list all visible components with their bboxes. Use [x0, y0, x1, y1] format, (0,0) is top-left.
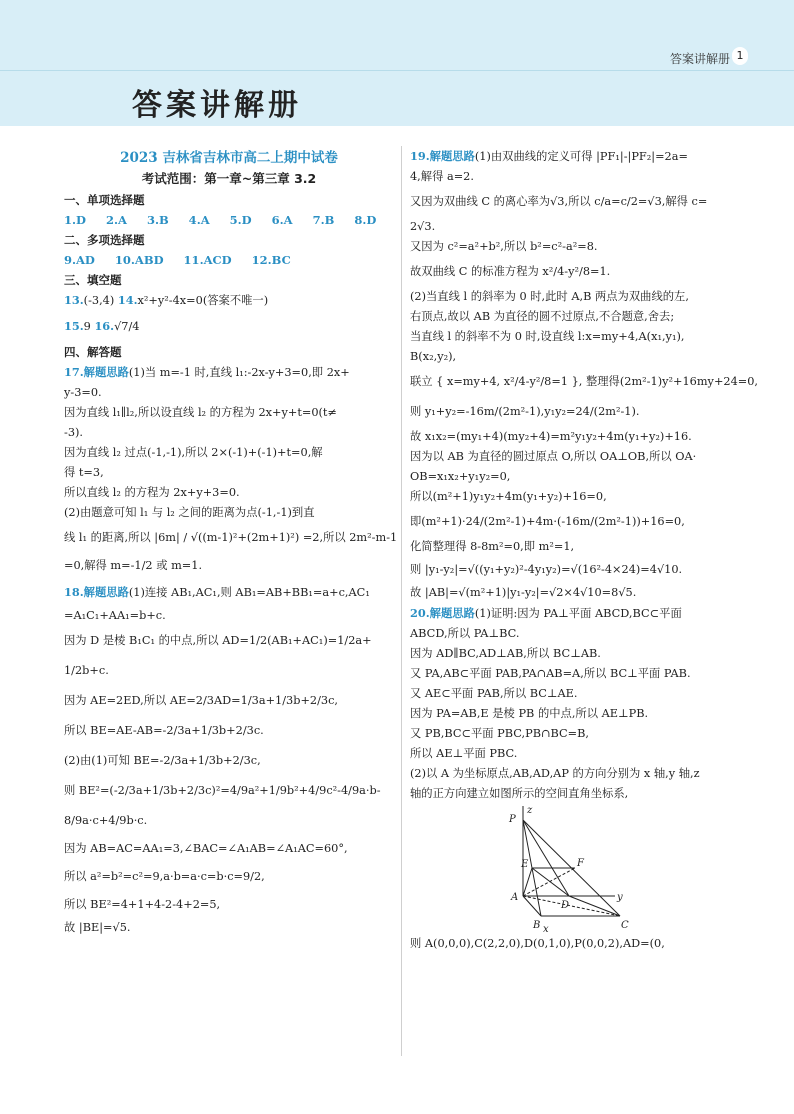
section-solutions: 四、解答题	[64, 345, 122, 359]
solution-text: (1)连接 AB₁,AC₁,则 AB₁=AB+BB₁=a+c,AC₁	[128, 586, 370, 599]
solution-line	[410, 487, 732, 507]
label-d: D	[561, 900, 570, 911]
solution-line	[410, 257, 732, 287]
solution-text: 所以 BE²=4+1+4-2-4+2=5,	[64, 898, 221, 911]
solution-line	[410, 664, 732, 684]
solution-text: 则 BE²=(-2/3a+1/3b+2/3c)²=4/9a²+1/9b²+4/9c²-4/9a·b-	[64, 784, 381, 797]
solution-text: 当直线 l 的斜率不为 0 时,设直线 l:x=my+4,A(x₁,y₁),	[410, 330, 685, 343]
section-fill-blank: 三、填空题	[64, 273, 122, 287]
right-final-line: 则 A(0,0,0),C(2,2,0),D(0,1,0),P(0,0,2),AD=(0,	[410, 937, 665, 950]
solution-line	[64, 626, 394, 656]
label-y: y	[617, 892, 623, 903]
solution-text: 得 t=3,	[64, 466, 104, 479]
solution-text: 联立 { x=my+4, x²/4-y²/8=1 }, 整理得(2m²-1)y²+16my+24=0,	[410, 375, 759, 388]
solution-text: 故双曲线 C 的标准方程为 x²/4-y²/8=1.	[410, 265, 611, 278]
section-label: 答案讲解册	[669, 52, 730, 66]
solution-line	[64, 776, 394, 806]
solution-line	[410, 347, 732, 367]
q13-number: 13.	[64, 293, 84, 307]
label-b: B	[533, 920, 541, 931]
solution-line	[64, 716, 394, 746]
solution-text: 又 AE⊂平面 PAB,所以 BC⊥AE.	[410, 687, 578, 700]
solution-text: (2)由题意可知 l₁ 与 l₂ 之间的距离为点(-1,-1)到直	[64, 506, 315, 519]
exam-scope: 考试范围：第一章~第三章 3.2	[141, 171, 317, 186]
solution-text: 又 PA,AB⊂平面 PAB,PA∩AB=A,所以 BC⊥平面 PAB.	[410, 667, 691, 680]
solution-text: 故 |BE|=√5.	[64, 921, 131, 934]
solution-line	[64, 423, 394, 443]
solution-line	[410, 557, 732, 583]
solution-tag: 18.解题思路	[64, 585, 129, 599]
solution-line	[64, 523, 398, 553]
solution-line	[64, 862, 394, 892]
solution-tag: 17.解题思路	[64, 365, 129, 379]
solution-line	[410, 287, 732, 307]
left-column	[64, 146, 398, 938]
solution-line	[410, 684, 732, 704]
solution-line	[410, 217, 732, 237]
solution-tag: 20.解题思路	[410, 606, 475, 620]
solution-line	[64, 362, 394, 383]
solution-text: 所以 AE⊥平面 PBC.	[410, 747, 518, 760]
fill-blank-line-1	[64, 290, 394, 311]
solution-text: ABCD,所以 PA⊥BC.	[410, 627, 520, 640]
solution-line	[64, 806, 394, 836]
q15-number: 15.	[64, 319, 84, 333]
exam-title: 2023 吉林省吉林市高二上期中试卷	[120, 150, 338, 166]
solution-line	[410, 724, 732, 744]
solution-line	[410, 603, 732, 624]
solution-text: 4,解得 a=2.	[410, 170, 474, 183]
solution-line	[410, 237, 732, 257]
solution-text: 8/9a·c+4/9b·c.	[64, 814, 148, 827]
solution-line	[64, 403, 394, 423]
solution-text: 又因为双曲线 C 的离心率为√3,所以 c/a=c/2=√3,解得 c=	[410, 195, 708, 208]
label-z: z	[527, 805, 533, 816]
solution-line	[64, 686, 394, 716]
solution-line	[410, 367, 759, 397]
solution-text: 因为 AE=2ED,所以 AE=2/3AD=1/3a+1/3b+2/3c,	[64, 694, 339, 707]
right-column	[410, 146, 759, 954]
solution-text: OB=x₁x₂+y₁y₂=0,	[410, 470, 511, 483]
solution-text: 因为 D 是棱 B₁C₁ 的中点,所以 AD=1/2(AB₁+AC₁)=1/2a+	[64, 634, 372, 647]
solution-line	[64, 383, 394, 403]
solution-text: 又 PB,BC⊂平面 PBC,PB∩BC=B,	[410, 727, 590, 740]
solution-text: 故 |AB|=√(m²+1)|y₁-y₂|=√2×4√10=8√5.	[410, 586, 637, 599]
solution-text: 因为 PA=AB,E 是棱 PB 的中点,所以 AE⊥PB.	[410, 707, 649, 720]
solution-text: 所以直线 l₂ 的方程为 2x+y+3=0.	[64, 486, 240, 499]
solution-line	[410, 397, 732, 427]
q14-answer: x²+y²-4x=0(答案不唯一)	[137, 294, 269, 307]
label-c: C	[621, 920, 629, 931]
solution-text: (1)当 m=-1 时,直线 l₁:-2x-y+3=0,即 2x+	[128, 366, 350, 379]
q16-answer: √7/4	[114, 320, 140, 333]
solution-text: 所以 a²=b²=c²=9,a·b=a·c=b·c=9/2,	[64, 870, 265, 883]
q16-number: 16.	[94, 319, 115, 333]
solution-text: 因为直线 l₂ 过点(-1,-1),所以 2×(-1)+(-1)+t=0,解	[64, 446, 323, 459]
solution-text: 因为以 AB 为直径的圆过原点 O,所以 OA⊥OB,所以 OA·	[410, 450, 697, 463]
solution-text: 因为直线 l₁∥l₂,所以设直线 l₂ 的方程为 2x+y+t=0(t≠	[64, 406, 337, 419]
solution-text: =A₁C₁+AA₁=b+c.	[64, 609, 166, 622]
geometry-figure	[410, 804, 732, 934]
solution-text: (1)由双曲线的定义可得 |PF₁|-|PF₂|=2a=	[474, 150, 688, 163]
solution-text: 1/2b+c.	[64, 664, 109, 677]
solution-text: 右顶点,故以 AB 为直径的圆不过原点,不合题意,舍去;	[410, 310, 675, 323]
solution-line	[410, 507, 732, 537]
solution-tag: 19.解题思路	[410, 149, 475, 163]
solution-text: =0,解得 m=-1/2 或 m=1.	[64, 559, 203, 572]
page-title: 答案讲解册	[132, 88, 302, 123]
solution-text: (2)由(1)可知 BE=-2/3a+1/3b+2/3c,	[64, 754, 261, 767]
q13-answer: (-3,4)	[83, 294, 115, 307]
fill-blank-line-2	[64, 311, 394, 342]
label-a: A	[511, 892, 519, 903]
solution-line	[410, 447, 732, 467]
solution-text: 化简整理得 8-8m²=0,即 m²=1,	[410, 540, 575, 553]
solution-text: -3).	[64, 426, 84, 439]
solution-line	[410, 467, 732, 487]
solution-line	[410, 427, 732, 447]
solution-text: (2)以 A 为坐标原点,AB,AD,AP 的方向分别为 x 轴,y 轴,z	[410, 767, 700, 780]
solution-line	[64, 503, 394, 523]
solution-text: (1)证明:因为 PA⊥平面 ABCD,BC⊂平面	[474, 607, 682, 620]
section-multi-choice: 二、多项选择题	[64, 233, 145, 247]
solution-text: 即(m²+1)·24/(2m²-1)+4m·(-16m/(2m²-1))+16=0,	[410, 515, 685, 528]
solution-text: B(x₂,y₂),	[410, 350, 457, 363]
solution-line	[64, 443, 394, 463]
solution-line	[64, 463, 394, 483]
solution-line	[64, 553, 394, 579]
solution-line	[410, 167, 732, 187]
solution-text: (2)当直线 l 的斜率为 0 时,此时 A,B 两点为双曲线的左,	[410, 290, 689, 303]
solution-text: 所以(m²+1)y₁y₂+4m(y₁+y₂)+16=0,	[410, 490, 607, 503]
solution-text: y-3=0.	[64, 386, 102, 399]
solution-line	[64, 656, 394, 686]
solution-line	[410, 744, 732, 764]
label-e: E	[521, 859, 529, 870]
solution-line	[64, 483, 394, 503]
q14-number: 14.	[117, 293, 138, 307]
solution-text: 故 x₁x₂=(my₁+4)(my₂+4)=m²y₁y₂+4m(y₁+y₂)+16.	[410, 430, 692, 443]
solution-line	[64, 918, 394, 938]
pyramid-diagram	[505, 804, 655, 934]
solution-text: 所以 BE=AE-AB=-2/3a+1/3b+2/3c.	[64, 724, 264, 737]
header-rule	[0, 70, 794, 71]
left-solution-lines	[64, 362, 398, 938]
label-f: F	[577, 858, 584, 869]
solution-text: 因为 AB=AC=AA₁=3,∠BAC=∠A₁AB=∠A₁AC=60°,	[64, 842, 348, 855]
solution-line	[410, 537, 732, 557]
solution-line	[64, 606, 394, 626]
label-x: x	[543, 924, 549, 934]
label-p: P	[509, 814, 516, 825]
solution-line	[410, 327, 732, 347]
section-single-choice: 一、单项选择题	[64, 193, 145, 207]
solution-text: 则 y₁+y₂=-16m/(2m²-1),y₁y₂=24/(2m²-1).	[410, 405, 640, 418]
column-divider	[401, 146, 402, 1056]
solution-text: 2√3.	[410, 220, 436, 233]
single-choice-answers: 1.D 2.A 3.B 4.A 5.D 6.A 7.B 8.D	[64, 213, 377, 227]
q15-answer: 9	[83, 320, 91, 333]
solution-line	[64, 892, 394, 918]
solution-line	[410, 146, 732, 167]
solution-line	[410, 583, 732, 603]
right-solution-lines	[410, 146, 759, 804]
page-number-badge: 1	[732, 47, 748, 65]
solution-line	[64, 836, 394, 862]
solution-text: 轴的正方向建立如图所示的空间直角坐标系,	[410, 787, 629, 800]
solution-line	[410, 704, 732, 724]
solution-line	[410, 644, 732, 664]
solution-text: 则 |y₁-y₂|=√((y₁+y₂)²-4y₁y₂)=√(16²-4×24)=4√10.	[410, 563, 683, 576]
solution-line	[64, 746, 394, 776]
solution-line	[410, 764, 732, 784]
solution-line	[410, 784, 732, 804]
solution-text: 又因为 c²=a²+b²,所以 b²=c²-a²=8.	[410, 240, 598, 253]
solution-line	[410, 624, 732, 644]
multi-choice-answers: 9.AD 10.ABD 11.ACD 12.BC	[64, 253, 291, 267]
solution-text: 线 l₁ 的距离,所以 |6m| / √((m-1)²+(2m+1)²) =2,所以 2m²-m-1	[64, 531, 398, 544]
solution-line	[64, 579, 394, 606]
solution-line	[410, 307, 732, 327]
solution-line	[410, 187, 732, 217]
solution-text: 因为 AD∥BC,AD⊥AB,所以 BC⊥AB.	[410, 647, 601, 660]
